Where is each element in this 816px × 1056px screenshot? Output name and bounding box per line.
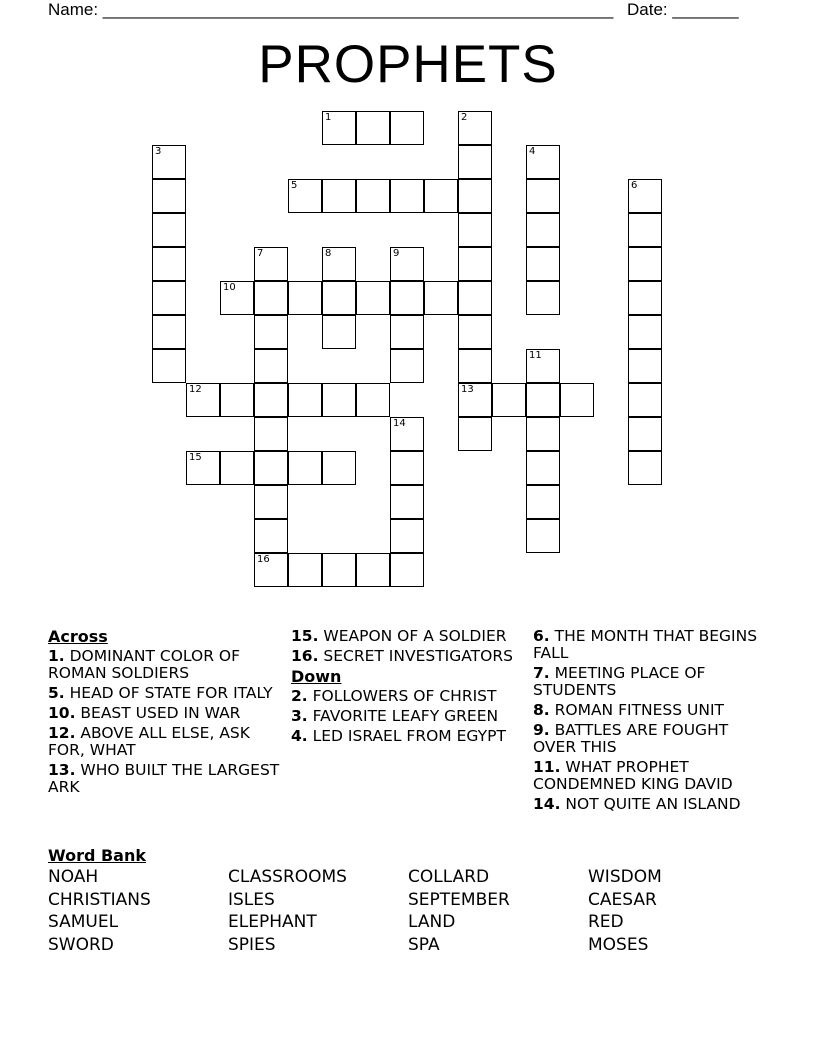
word-bank xyxy=(48,866,768,957)
cell-number: 15 xyxy=(189,452,202,463)
grid-cell[interactable] xyxy=(458,349,492,383)
grid-cell[interactable] xyxy=(458,213,492,247)
clue-item xyxy=(48,648,280,682)
grid-cell[interactable] xyxy=(254,247,288,281)
word-bank-item: NOAH xyxy=(48,867,99,887)
down-clue-list-2 xyxy=(533,628,773,813)
cell-number: 5 xyxy=(291,180,298,191)
grid-cell[interactable] xyxy=(458,111,492,145)
grid-cell[interactable] xyxy=(322,451,356,485)
cell-number: 8 xyxy=(325,248,332,259)
grid-cell[interactable] xyxy=(458,383,492,417)
grid-cell[interactable] xyxy=(152,179,186,213)
grid-cell[interactable] xyxy=(322,247,356,281)
clue-text: SECRET INVESTIGATORS xyxy=(318,647,513,665)
grid-cell[interactable] xyxy=(152,281,186,315)
grid-cell[interactable] xyxy=(322,553,356,587)
grid-cell[interactable] xyxy=(628,247,662,281)
grid-cell[interactable] xyxy=(492,383,526,417)
grid-cell[interactable] xyxy=(458,179,492,213)
clues-column-1 xyxy=(48,628,280,799)
name-field-label[interactable]: Name: ______________________________________________________ xyxy=(48,0,614,19)
cell-number: 7 xyxy=(257,248,264,259)
clue-item xyxy=(291,628,523,645)
grid-cell[interactable] xyxy=(526,519,560,553)
clue-item xyxy=(291,648,523,665)
grid-cell[interactable] xyxy=(458,417,492,451)
grid-cell[interactable] xyxy=(356,179,390,213)
grid-cell[interactable] xyxy=(288,179,322,213)
grid-cell[interactable] xyxy=(288,281,322,315)
grid-cell[interactable] xyxy=(220,383,254,417)
grid-cell[interactable] xyxy=(288,553,322,587)
grid-cell[interactable] xyxy=(628,315,662,349)
clue-item xyxy=(533,665,773,699)
grid-cell[interactable] xyxy=(526,349,560,383)
word-bank-item: RED xyxy=(588,912,624,933)
clue-number: 11. xyxy=(533,758,561,776)
clue-text: WHAT PROPHET CONDEMNED KING DAVID xyxy=(533,758,733,793)
grid-cell[interactable] xyxy=(390,451,424,485)
grid-cell[interactable] xyxy=(186,451,220,485)
down-clue-list-1 xyxy=(291,688,523,745)
clue-item xyxy=(533,722,773,756)
across-clue-list-2 xyxy=(291,628,523,665)
grid-cell[interactable] xyxy=(526,145,560,179)
grid-cell[interactable] xyxy=(390,417,424,451)
clue-item xyxy=(48,725,280,759)
word-bank-title: Word Bank xyxy=(48,846,147,865)
grid-cell[interactable] xyxy=(356,553,390,587)
grid-cell[interactable] xyxy=(526,417,560,451)
grid-cell[interactable] xyxy=(254,485,288,519)
grid-cell[interactable] xyxy=(152,349,186,383)
cell-number: 3 xyxy=(155,146,162,157)
clues-column-3 xyxy=(533,628,773,816)
across-clue-list-1 xyxy=(48,648,280,796)
clue-number: 8. xyxy=(533,701,550,719)
grid-cell[interactable] xyxy=(152,213,186,247)
grid-cell[interactable] xyxy=(424,281,458,315)
clue-number: 6. xyxy=(533,627,550,645)
word-bank-item: ISLES xyxy=(228,889,275,910)
grid-cell[interactable] xyxy=(526,383,560,417)
grid-cell[interactable] xyxy=(390,349,424,383)
grid-cell[interactable] xyxy=(152,145,186,179)
grid-cell[interactable] xyxy=(288,383,322,417)
grid-cell[interactable] xyxy=(458,145,492,179)
grid-cell[interactable] xyxy=(628,349,662,383)
clue-number: 14. xyxy=(533,795,561,813)
grid-cell[interactable] xyxy=(322,281,356,315)
grid-cell[interactable] xyxy=(424,179,458,213)
clue-number: 4. xyxy=(291,727,308,745)
grid-cell[interactable] xyxy=(628,281,662,315)
grid-cell[interactable] xyxy=(254,417,288,451)
clue-text: WEAPON OF A SOLDIER xyxy=(318,627,507,645)
down-heading: Down xyxy=(291,667,342,686)
grid-cell[interactable] xyxy=(322,111,356,145)
word-bank-item: LAND xyxy=(408,912,456,933)
grid-cell[interactable] xyxy=(390,111,424,145)
across-heading: Across xyxy=(48,627,108,646)
grid-cell[interactable] xyxy=(322,179,356,213)
clue-text: DOMINANT COLOR OF ROMAN SOLDIERS xyxy=(48,647,241,682)
clue-item xyxy=(533,759,773,793)
word-bank-item: SWORD xyxy=(48,935,114,956)
clue-item xyxy=(48,685,280,702)
clue-number: 12. xyxy=(48,724,76,742)
word-bank-item: COLLARD xyxy=(408,867,490,887)
cell-number: 1 xyxy=(325,112,332,123)
grid-cell[interactable] xyxy=(186,383,220,417)
clue-item xyxy=(533,796,773,813)
word-bank-item: CHRISTIANS xyxy=(48,889,151,910)
grid-cell[interactable] xyxy=(356,111,390,145)
clue-number: 13. xyxy=(48,761,76,779)
grid-cell[interactable] xyxy=(526,281,560,315)
grid-cell[interactable] xyxy=(390,315,424,349)
word-bank-item: CLASSROOMS xyxy=(228,867,347,887)
grid-cell[interactable] xyxy=(628,417,662,451)
clue-text: NOT QUITE AN ISLAND xyxy=(560,795,741,813)
cell-number: 13 xyxy=(461,384,474,395)
cell-number: 10 xyxy=(223,282,236,293)
grid-cell[interactable] xyxy=(458,247,492,281)
grid-cell[interactable] xyxy=(628,179,662,213)
grid-cell[interactable] xyxy=(288,451,322,485)
word-bank-item: SAMUEL xyxy=(48,912,119,933)
word-bank-item: SEPTEMBER xyxy=(408,889,510,910)
cell-number: 6 xyxy=(631,180,638,191)
grid-cell[interactable] xyxy=(322,383,356,417)
grid-cell[interactable] xyxy=(390,519,424,553)
grid-cell[interactable] xyxy=(356,383,390,417)
grid-cell[interactable] xyxy=(390,247,424,281)
grid-cell[interactable] xyxy=(628,213,662,247)
grid-cell[interactable] xyxy=(254,349,288,383)
clue-text: WHO BUILT THE LARGEST ARK xyxy=(48,761,280,796)
grid-cell[interactable] xyxy=(254,315,288,349)
word-bank-item: SPIES xyxy=(228,935,276,956)
grid-cell[interactable] xyxy=(526,179,560,213)
grid-cell[interactable] xyxy=(628,451,662,485)
grid-cell[interactable] xyxy=(390,281,424,315)
grid-cell[interactable] xyxy=(152,315,186,349)
word-bank-item: ELEPHANT xyxy=(228,912,317,933)
clue-number: 7. xyxy=(533,664,550,682)
cell-number: 4 xyxy=(529,146,536,157)
grid-cell[interactable] xyxy=(254,519,288,553)
grid-cell[interactable] xyxy=(390,179,424,213)
clue-text: LED ISRAEL FROM EGYPT xyxy=(307,727,506,745)
cell-number: 16 xyxy=(257,554,270,565)
clue-item xyxy=(533,702,773,719)
word-bank-item: MOSES xyxy=(588,935,649,956)
clues-column-2 xyxy=(291,628,523,748)
clue-text: BEAST USED IN WAR xyxy=(75,704,241,722)
clue-item xyxy=(48,705,280,722)
cell-number: 11 xyxy=(529,350,542,361)
grid-cell[interactable] xyxy=(322,315,356,349)
clue-number: 2. xyxy=(291,687,308,705)
grid-cell[interactable] xyxy=(220,281,254,315)
clue-number: 1. xyxy=(48,647,65,665)
grid-cell[interactable] xyxy=(254,451,288,485)
clue-number: 15. xyxy=(291,627,319,645)
grid-cell[interactable] xyxy=(220,451,254,485)
date-field-label[interactable]: Date: _______ xyxy=(627,0,739,19)
clue-number: 3. xyxy=(291,707,308,725)
cell-number: 12 xyxy=(189,384,202,395)
grid-cell[interactable] xyxy=(458,281,492,315)
cell-number: 2 xyxy=(461,112,468,123)
word-bank-item: CAESAR xyxy=(588,889,657,910)
clue-text: FOLLOWERS OF CHRIST xyxy=(307,687,497,705)
clue-text: ROMAN FITNESS UNIT xyxy=(549,701,725,719)
grid-cell[interactable] xyxy=(526,485,560,519)
grid-cell[interactable] xyxy=(458,315,492,349)
clue-text: MEETING PLACE OF STUDENTS xyxy=(533,664,706,699)
word-bank-item: WISDOM xyxy=(588,867,662,887)
grid-cell[interactable] xyxy=(390,553,424,587)
clue-text: HEAD OF STATE FOR ITALY xyxy=(64,684,273,702)
clue-item xyxy=(48,762,280,796)
clue-text: BATTLES ARE FOUGHT OVER THIS xyxy=(533,721,729,756)
clue-number: 9. xyxy=(533,721,550,739)
grid-cell[interactable] xyxy=(560,383,594,417)
clue-item xyxy=(291,688,523,705)
clue-text: FAVORITE LEAFY GREEN xyxy=(307,707,499,725)
clue-text: ABOVE ALL ELSE, ASK FOR, WHAT xyxy=(48,724,250,759)
grid-cell[interactable] xyxy=(390,485,424,519)
page-title: PROPHETS xyxy=(258,35,558,94)
grid-cell[interactable] xyxy=(356,281,390,315)
clue-number: 16. xyxy=(291,647,319,665)
clue-number: 10. xyxy=(48,704,76,722)
clue-item xyxy=(291,708,523,725)
word-bank-item: SPA xyxy=(408,935,440,956)
clue-number: 5. xyxy=(48,684,65,702)
cell-number: 14 xyxy=(393,418,406,429)
grid-cell[interactable] xyxy=(526,213,560,247)
clue-text: THE MONTH THAT BEGINS FALL xyxy=(533,627,758,662)
cell-number: 9 xyxy=(393,248,400,259)
clue-item xyxy=(533,628,773,662)
clue-item xyxy=(291,728,523,745)
grid-cell[interactable] xyxy=(526,247,560,281)
grid-cell[interactable] xyxy=(526,451,560,485)
grid-cell[interactable] xyxy=(254,383,288,417)
grid-cell[interactable] xyxy=(254,281,288,315)
grid-cell[interactable] xyxy=(152,247,186,281)
grid-cell[interactable] xyxy=(628,383,662,417)
grid-cell[interactable] xyxy=(254,553,288,587)
